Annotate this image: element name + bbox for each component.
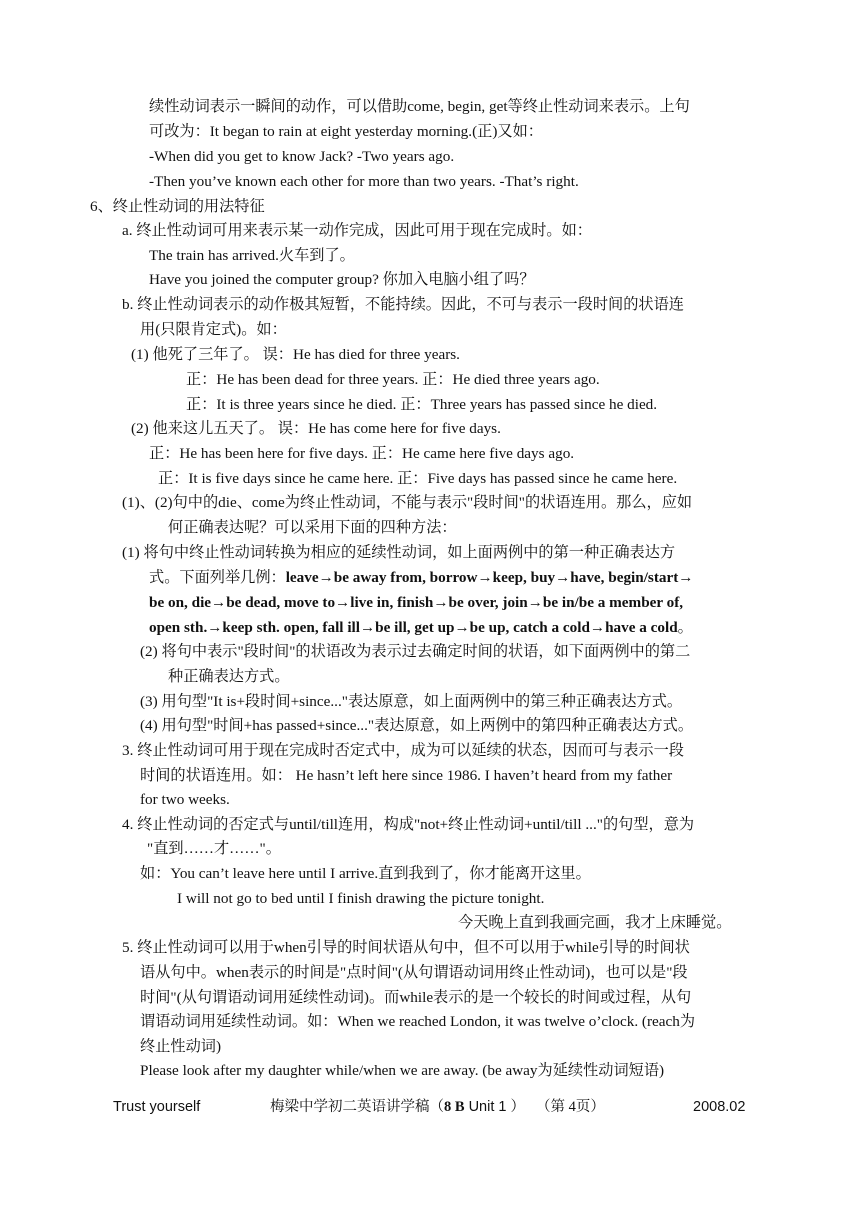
text-line: 用(只限肯定式)。如：	[140, 321, 287, 338]
text-line: (1)、(2)句中的die、come为终止性动词，不能与表示"段时间"的状语连用。那么，应如	[122, 494, 693, 511]
text-span: 。	[677, 619, 693, 636]
text-line	[149, 618, 693, 638]
footer-title	[270, 1098, 525, 1116]
bold-example: open sth.→keep sth. open, fall ill→be ill, get up→be up, catch a cold→have a cold	[149, 619, 678, 636]
text-span: 式。下面列举几例：	[149, 569, 286, 586]
text-line: 续性动词表示一瞬间的动作，可以借助come, begin, get等终止性动词来表示。上句	[149, 98, 690, 115]
example-line: (2) 他来这儿五天了。 误：He has come here for five days.	[131, 420, 501, 437]
text-line: (4) 用句型"时间+has passed+since..."表达原意，如上两例中的第四种正确表达方式。	[140, 717, 694, 734]
text-line: 时间的状语连用。如： He hasn’t left here since 1986. I haven’t heard from my father	[140, 767, 673, 784]
footer-doc-title: 梅梁中学初二英语讲学稿（	[270, 1099, 444, 1115]
example-line: 正：It is five days since he came here. 正：Five days has passed since he came here.	[158, 470, 678, 487]
text-line: 种正确表达方式。	[168, 668, 290, 685]
text-line: 4. 终止性动词的否定式与until/till连用，构成"not+终止性动词+until/till ..."的句型，意为	[122, 816, 695, 833]
example-line: 正：He has been here for five days. 正：He came here five days ago.	[149, 445, 575, 462]
text-line	[149, 568, 693, 588]
text-line: 何正确表达呢？可以采用下面的四种方法：	[168, 519, 457, 536]
section-heading: 6、终止性动词的用法特征	[90, 198, 265, 215]
footer-page-number: （第 4页）	[536, 1099, 605, 1115]
text-line: (3) 用句型"It is+段时间+since..."表达原意，如上面两例中的第三种正确表达方式。	[140, 693, 683, 710]
text-line: a. 终止性动词可用来表示某一动作完成，因此可用于现在完成时。如：	[122, 222, 592, 239]
example-line: (1) 他死了三年了。 误：He has died for three years.	[131, 346, 460, 363]
text-line: 如：You can’t leave here until I arrive.直到我到了，你才能离开这里。	[140, 865, 591, 882]
footer-unit-name: Unit 1 ）	[464, 1099, 525, 1115]
text-line: Please look after my daughter while/when we are away. (be away为延续性动词短语)	[140, 1062, 665, 1079]
text-line: The train has arrived.火车到了。	[149, 247, 355, 264]
text-line: 时间"(从句谓语动词用延续性动词)。而while表示的是一个较长的时间或过程，从句	[140, 989, 692, 1006]
text-line: 5. 终止性动词可以用于when引导的时间状语从句中，但不可以用于while引导的时间状	[122, 939, 690, 956]
text-line: 3. 终止性动词可用于现在完成时否定式中，成为可以延续的状态，因而可与表示一段	[122, 742, 684, 759]
bold-example: be on, die→be dead, move to→live in, finish→be over, join→be in/be a member of,	[149, 594, 684, 611]
text-line: 可改为：It began to rain at eight yesterday morning.(正)又如：	[149, 123, 543, 140]
example-line: 正：It is three years since he died. 正：Three years has passed since he died.	[186, 396, 658, 413]
text-line: (1) 将句中终止性动词转换为相应的延续性动词，如上面两例中的第一种正确表达方	[122, 544, 676, 561]
text-line: 终止性动词)	[140, 1038, 221, 1055]
text-line: 语从句中。when表示的时间是"点时间"(从句谓语动词用终止性动词)，也可以是"段	[140, 964, 688, 981]
text-line: -When did you get to know Jack? -Two years ago.	[149, 148, 455, 165]
text-line: b. 终止性动词表示的动作极其短暂，不能持续。因此，不可与表示一段时间的状语连	[122, 296, 684, 313]
text-line: for two weeks.	[140, 791, 230, 808]
footer-date: 2008.02	[693, 1099, 746, 1115]
text-line: (2) 将句中表示"段时间"的状语改为表示过去确定时间的状语，如下面两例中的第二	[140, 643, 691, 660]
text-line: Have you joined the computer group? 你加入电脑小组了吗？	[149, 271, 535, 288]
footer-unit-code: 8 B	[444, 1099, 465, 1115]
text-line: 谓语动词用延续性动词。如：When we reached London, it was twelve o’clock. (reach为	[140, 1013, 696, 1030]
footer-motto: Trust yourself	[113, 1099, 201, 1115]
text-line: I will not go to bed until I finish drawing the picture tonight.	[177, 890, 545, 907]
text-line: "直到……才……"。	[147, 840, 281, 857]
example-line: 正：He has been dead for three years. 正：He died three years ago.	[186, 371, 600, 388]
text-line: -Then you’ve known each other for more than two years. -That’s right.	[149, 173, 579, 190]
bold-example: leave→be away from, borrow→keep, buy→have, begin/start→	[285, 569, 694, 586]
text-line: 今天晚上直到我画完画，我才上床睡觉。	[458, 914, 732, 931]
